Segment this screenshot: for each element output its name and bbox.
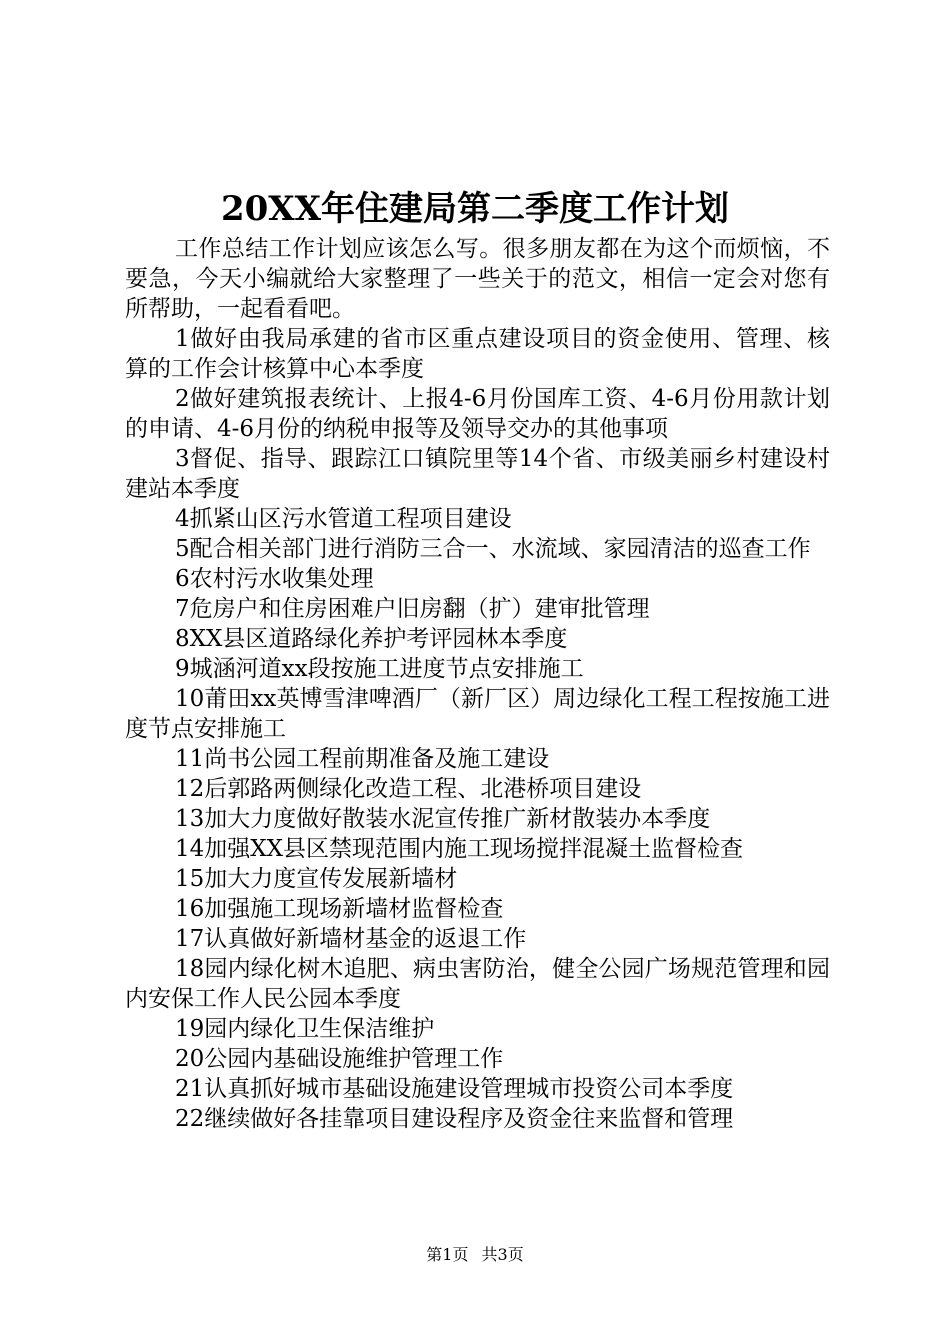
page-footer bbox=[0, 1244, 950, 1266]
document-body bbox=[125, 234, 830, 1134]
plan-item-20: 20公园内基础设施维护管理工作 bbox=[175, 1046, 504, 1072]
plan-item-9: 9城涵河道xx段按施工进度节点安排施工 bbox=[175, 656, 584, 682]
plan-item-10: 10莆田xx英博雪津啤酒厂（新厂区）周边绿化工程工程按施工进度节点安排施工 bbox=[125, 686, 830, 742]
plan-item-5: 5配合相关部门进行消防三合一、水流域、家园清洁的巡查工作 bbox=[175, 536, 811, 562]
plan-item-11: 11尚书公园工程前期准备及施工建设 bbox=[175, 746, 550, 772]
plan-item-13: 13加大力度做好散装水泥宣传推广新材散装办本季度 bbox=[175, 806, 711, 832]
plan-item-19: 19园内绿化卫生保洁维护 bbox=[175, 1016, 435, 1042]
plan-item-6: 6农村污水收集处理 bbox=[175, 566, 374, 592]
plan-item-22: 22继续做好各挂靠项目建设程序及资金往来监督和管理 bbox=[175, 1106, 734, 1132]
plan-item-21: 21认真抓好城市基础设施建设管理城市投资公司本季度 bbox=[175, 1076, 734, 1102]
plan-item-12: 12后郭路两侧绿化改造工程、北港桥项目建设 bbox=[175, 776, 642, 802]
page-total: 共3页 bbox=[481, 1245, 524, 1264]
plan-item-15: 15加大力度宣传发展新墙材 bbox=[175, 866, 458, 892]
plan-item-2: 2做好建筑报表统计、上报4-6月份国库工资、4-6月份用款计划的申请、4-6月份的纳税申报等及领导交办的其他事项 bbox=[125, 386, 830, 442]
plan-item-18: 18园内绿化树木追肥、病虫害防治，健全公园广场规范管理和园内安保工作人民公园本季度 bbox=[125, 956, 830, 1012]
plan-item-1: 1做好由我局承建的省市区重点建设项目的资金使用、管理、核算的工作会计核算中心本季度 bbox=[125, 326, 830, 382]
plan-item-17: 17认真做好新墙材基金的返退工作 bbox=[175, 926, 527, 952]
plan-item-16: 16加强施工现场新墙材监督检查 bbox=[175, 896, 504, 922]
plan-item-7: 7危房户和住房困难户旧房翻（扩）建审批管理 bbox=[175, 596, 650, 622]
plan-item-8: 8XX县区道路绿化养护考评园林本季度 bbox=[175, 626, 568, 652]
plan-item-14: 14加强XX县区禁现范围内施工现场搅拌混凝土监督检查 bbox=[175, 836, 744, 862]
plan-item-3: 3督促、指导、跟踪江口镇院里等14个省、市级美丽乡村建设村建站本季度 bbox=[125, 446, 830, 502]
page-number: 第1页 bbox=[426, 1245, 469, 1264]
document-title: 20XX年住建局第二季度工作计划 bbox=[220, 189, 730, 229]
intro-paragraph: 工作总结工作计划应该怎么写。很多朋友都在为这个而烦恼，不要急，今天小编就给大家整理了一些关于的范文，相信一定会对您有所帮助，一起看看吧。 bbox=[125, 236, 830, 322]
plan-item-4: 4抓紧山区污水管道工程项目建设 bbox=[175, 506, 512, 532]
